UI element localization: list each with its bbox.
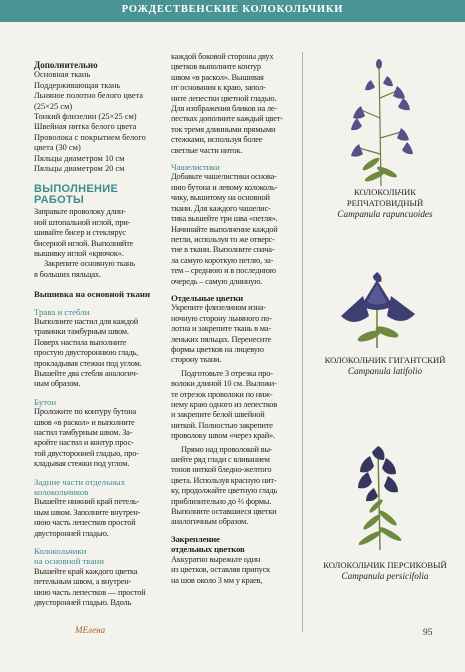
text-line: Укрепите флизелином изна- bbox=[171, 303, 266, 313]
text-line: пестках дополните каждый цвет- bbox=[171, 114, 283, 124]
plant-latin-name: Campanula rapuncuoides bbox=[337, 209, 433, 219]
bud-title: Бутон bbox=[34, 396, 57, 407]
text-line: нему краю одного из лепестков bbox=[171, 400, 278, 409]
text-line: из цветков, оставляя припуск bbox=[171, 565, 271, 575]
text-line: Добавьте чашелистики основа- bbox=[171, 172, 277, 182]
heading-line: на основной ткани bbox=[34, 556, 104, 567]
bells-base-text bbox=[34, 567, 158, 609]
text-line: волоки длиной 10 см. Выложи- bbox=[171, 379, 277, 389]
additional-item: Тонкий флизелин (25×25 см) bbox=[34, 112, 137, 122]
additional-item: Льняное полотно белого цвета bbox=[34, 91, 143, 101]
text-line: кройте настил и контур прос- bbox=[34, 438, 134, 448]
text-line: Вышейте край каждого цветка bbox=[34, 566, 138, 576]
campanula-latifolia-illustration bbox=[333, 270, 423, 350]
text-line: в больших пяльцах. bbox=[34, 269, 101, 279]
text-line: нию бутона и левому колоколь- bbox=[171, 182, 278, 192]
text-line: бисерной иглой. Выполняйте bbox=[34, 238, 134, 248]
text-line: вышивку иглой «крючок». bbox=[34, 248, 124, 258]
text-line: Вышейте два стебля аналогич- bbox=[34, 368, 139, 378]
text-line: тем – среднюю и в последнюю bbox=[171, 266, 276, 276]
text-line: Начинайте выполнение каждой bbox=[171, 224, 278, 234]
additional-item: Швейная нитка белого цвета bbox=[34, 122, 137, 132]
text-line: ниткой. Полностью закрепите bbox=[171, 420, 273, 430]
additional-title: Дополнительно bbox=[34, 60, 98, 70]
text-line: ной штопальной иглой, при- bbox=[34, 217, 131, 227]
column-divider bbox=[302, 52, 303, 632]
additional-list bbox=[34, 70, 158, 174]
campanula-rapunculoides-illustration bbox=[327, 58, 435, 188]
text-line: проволоку швом «через край». bbox=[171, 431, 275, 441]
text-line: нюю часть лепестков простой bbox=[34, 518, 136, 528]
text-line: тонов ниткой бледно-желтого bbox=[171, 465, 272, 475]
text-line: стежками, используя более bbox=[171, 135, 263, 145]
text-line: двусторонней гладью. bbox=[34, 528, 109, 538]
column-middle bbox=[171, 52, 297, 586]
additional-item: Поддерживающая ткань bbox=[34, 80, 121, 90]
additional-item: Проволока с покрытием белого bbox=[34, 132, 146, 142]
text-line: прокладывая стежки под углом. bbox=[34, 358, 142, 368]
text-line: Для изображения бликов на ле- bbox=[171, 104, 278, 114]
text-line: кладывая стежки под углом. bbox=[34, 459, 130, 469]
plant-name: КОЛОКОЛЬЧИК ГИГАНТСКИЙ bbox=[324, 355, 446, 365]
additional-item: цвета (30 см) bbox=[34, 143, 81, 153]
text-line: каждой боковой стороны двух bbox=[171, 52, 274, 61]
separate-text-1 bbox=[171, 303, 297, 365]
text-line: ткани. Для каждого чашелис- bbox=[171, 203, 271, 213]
fixing-title bbox=[171, 534, 297, 555]
text-line: Заправьте проволоку длин- bbox=[34, 207, 126, 217]
text-line: нюю часть лепестков — простой bbox=[34, 587, 146, 597]
text-line: ку, продолжайте цветную гладь bbox=[171, 486, 278, 496]
bells-base-title bbox=[34, 546, 158, 567]
plant-name: КОЛОКОЛЬЧИК bbox=[354, 187, 416, 197]
text-line: Поверх настила выполните bbox=[34, 337, 127, 347]
text-line: сторону ткани. bbox=[171, 355, 222, 365]
additional-item: (25×25 см) bbox=[34, 101, 73, 111]
text-line: ночную сторону льняного по- bbox=[171, 313, 272, 323]
text-line: тика вышейте три шва «петля». bbox=[171, 214, 278, 224]
fixing-text bbox=[171, 555, 297, 586]
column-left bbox=[34, 60, 158, 609]
text-line: чику, вышитому на основной bbox=[171, 193, 270, 203]
text-line: шейте ряд глади с вливанием bbox=[171, 455, 270, 465]
text-line: Прямо над проволокой вы- bbox=[181, 444, 273, 454]
plant-name-line2: РЕПЧАТОВИДНЫЙ bbox=[346, 198, 424, 208]
text-line: Подготовьте 3 отрезка про- bbox=[181, 368, 273, 378]
work-title: ВЫПОЛНЕНИЕ РАБОТЫ bbox=[34, 183, 119, 206]
separate-text-2 bbox=[171, 369, 297, 442]
heading-line: отдельных цветков bbox=[171, 544, 245, 555]
plant-latin-name: Campanula persicifolia bbox=[341, 571, 429, 581]
plant-caption-2 bbox=[305, 355, 465, 377]
page-number: 95 bbox=[423, 628, 433, 638]
text-line: простую двустороннюю гладь, bbox=[34, 348, 139, 358]
text-line: на шов около 3 мм у краев, bbox=[171, 575, 263, 585]
additional-item: Пяльцы диаметром 10 см bbox=[34, 153, 125, 163]
text-line: лотна и закрепите ткань в ма- bbox=[171, 324, 271, 334]
text-line: Выполните настил для каждой bbox=[34, 316, 139, 326]
text-line: ла самую короткую петлю, за- bbox=[171, 255, 274, 265]
text-line: ток тремя длинными прямыми bbox=[171, 124, 276, 134]
separate-text-3 bbox=[171, 445, 297, 528]
bud-text bbox=[34, 407, 158, 469]
heading-line: колокольчиков bbox=[34, 487, 89, 498]
text-line: петли, используя то же отверс- bbox=[171, 234, 275, 244]
plant-latin-name: Campanula latifolio bbox=[347, 366, 423, 376]
intro-text bbox=[171, 52, 297, 156]
work-paragraph-2 bbox=[34, 259, 158, 280]
text-line: Вышейте нижний край петель- bbox=[34, 497, 140, 507]
sepals-title: Чашелистики bbox=[171, 162, 220, 173]
text-line: настил тамбурным швом. За- bbox=[34, 428, 133, 437]
heading-line: Колокольчики bbox=[34, 546, 87, 557]
text-line: формы цветков на лицевую bbox=[171, 344, 264, 354]
text-line: цвета. Используя красную нит- bbox=[171, 475, 277, 485]
text-line: ным швом. Заполните внутрен- bbox=[34, 507, 141, 517]
back-bells-title bbox=[34, 477, 158, 498]
text-line: двусторонней гладью. Вдоль bbox=[34, 598, 132, 608]
text-line: петельным швом, а внутрен- bbox=[34, 577, 132, 587]
text-line: тие в ткани. Выполните снача- bbox=[171, 245, 275, 255]
text-line: те отрезок проволоки по ниж- bbox=[171, 389, 273, 399]
plant-caption-1 bbox=[305, 187, 465, 220]
text-line: Проложите по контуру бутона bbox=[34, 407, 137, 417]
text-line: травинки тамбурным швом. bbox=[34, 327, 129, 337]
text-line: Выполните оставшиеся цветки bbox=[171, 507, 277, 517]
back-bells-text bbox=[34, 497, 158, 539]
text-line: Закрепите основную ткань bbox=[44, 259, 135, 269]
text-line: светлые части ниток. bbox=[171, 145, 243, 155]
text-line: цветков выполните контур bbox=[171, 62, 261, 72]
plant-caption-3 bbox=[305, 560, 465, 582]
plant-name: КОЛОКОЛЬЧИК ПЕРСИКОВЫЙ bbox=[323, 560, 447, 570]
work-paragraph-1 bbox=[34, 207, 158, 259]
sepals-text bbox=[171, 172, 297, 286]
heading-line: Закрепление bbox=[171, 533, 220, 544]
additional-item: Пяльцы диаметром 20 см bbox=[34, 164, 125, 174]
text-line: ным образом. bbox=[34, 379, 81, 389]
page-header-title: РОЖДЕСТВЕНСКИЕ КОЛОКОЛЬЧИКИ bbox=[121, 4, 344, 15]
text-line: швом «в раскол». Вышивая bbox=[171, 72, 264, 82]
text-line: от основания к краю, запол- bbox=[171, 83, 266, 93]
text-line: ните лепестки цветной гладью. bbox=[171, 93, 277, 103]
text-line: леньких пяльцах. Перенесите bbox=[171, 334, 272, 344]
header-band bbox=[0, 0, 465, 22]
text-line: и закрепите белой швейной bbox=[171, 410, 265, 420]
campanula-persicifolia-illustration bbox=[340, 442, 420, 552]
text-line: шивайте бисер и стеклярус bbox=[34, 228, 126, 238]
text-line: аналогичным образом. bbox=[171, 517, 249, 527]
text-line: той двусторонней гладью, про- bbox=[34, 448, 139, 458]
separate-flowers-title: Отдельные цветки bbox=[171, 292, 244, 303]
text-line: швов «в раскол» и выполните bbox=[34, 417, 135, 427]
additional-item: Основная ткань bbox=[34, 70, 91, 80]
heading-line: Задние части отдельных bbox=[34, 476, 126, 487]
base-embroidery-title: Вышивка на основной ткани bbox=[34, 289, 151, 300]
text-line: очередь – самую длинную. bbox=[171, 276, 263, 286]
grass-title: Трава и стебли bbox=[34, 306, 90, 317]
text-line: приблизительно до ⅔ формы. bbox=[171, 496, 272, 506]
handwritten-signature: MЕлена bbox=[75, 625, 106, 635]
grass-text bbox=[34, 317, 158, 390]
text-line: Аккуратно вырежьте один bbox=[171, 554, 261, 564]
